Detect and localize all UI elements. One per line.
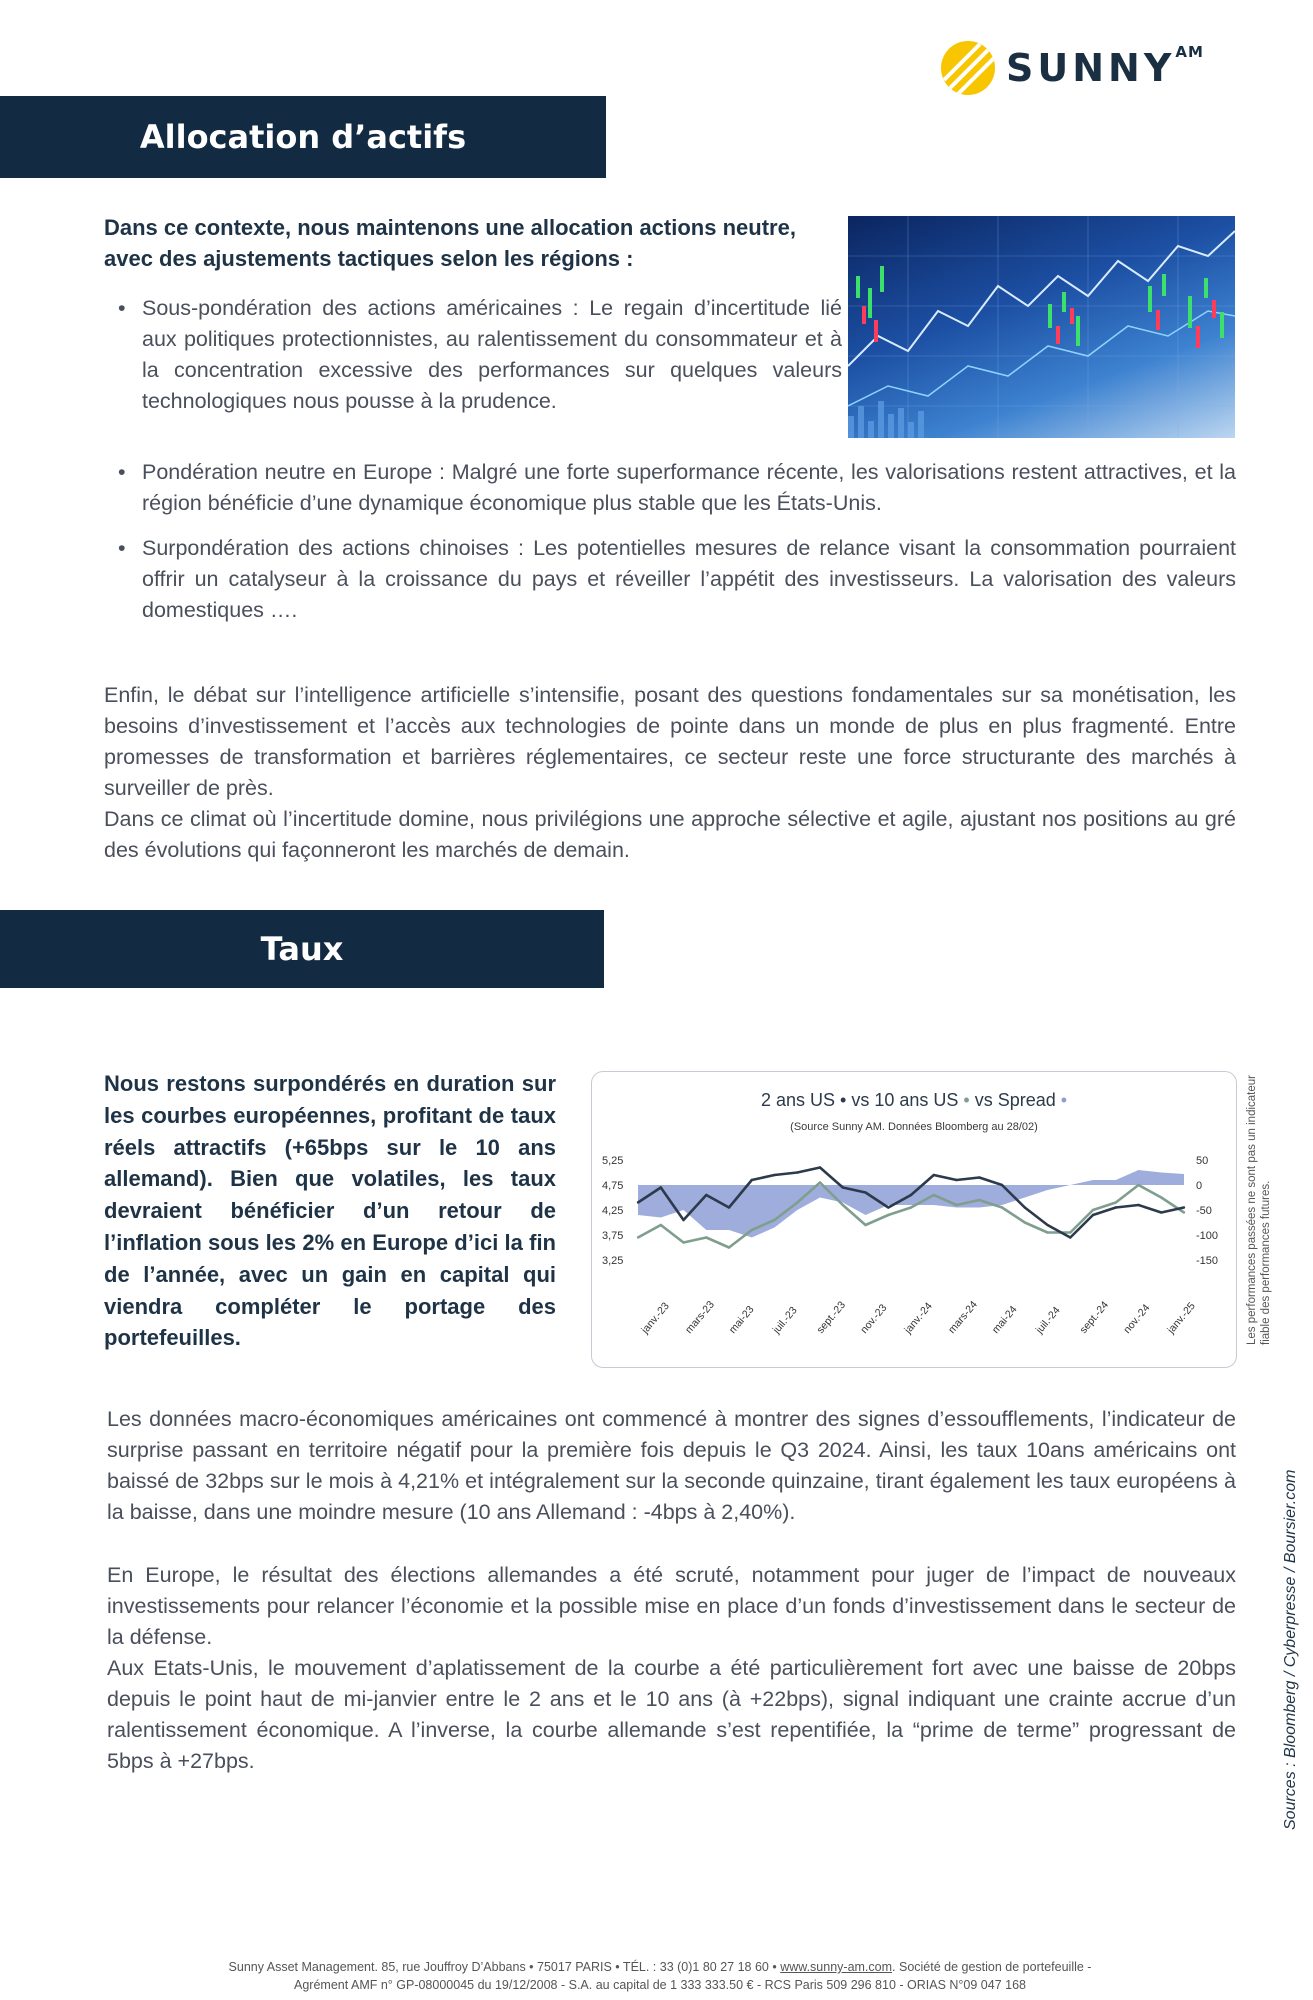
series-10y-point [910, 1206, 912, 1208]
footer-line2: Agrément AMF n° GP-08000045 du 19/12/2008 - S.A. au capital de 1 333 333.50 € - RCS Paris 509 296 810 - ORIAS N°09 047 168 [294, 1978, 1026, 1992]
footer-legal [140, 1958, 1180, 1994]
right-axis-tick-label: 0 [1196, 1180, 1203, 1192]
series-10y-point [819, 1181, 821, 1183]
series-10y-point [978, 1199, 980, 1201]
allocation-bullet-list [104, 293, 1236, 431]
series-2y-point [955, 1179, 957, 1181]
series-10y-point [887, 1214, 889, 1216]
series-2y-point [1183, 1206, 1185, 1208]
left-axis-tick-label: 3,75 [602, 1230, 624, 1242]
allocation-section-title: Allocation d’actifs [139, 118, 467, 156]
series-2y-point [842, 1186, 844, 1188]
series-10y-point [1024, 1221, 1026, 1223]
series-2y-point [910, 1194, 912, 1196]
chart-title-part-spread: vs Spread [969, 1090, 1056, 1110]
taux-section-banner [0, 910, 604, 988]
series-10y-point [1046, 1231, 1048, 1233]
x-axis-tick-label: sept.-24 [1077, 1299, 1112, 1336]
series-10y-point [864, 1224, 866, 1226]
chart-subtitle: (Source Sunny AM. Données Bloomberg au 28/02) [790, 1121, 1038, 1133]
series-2y-point [751, 1179, 753, 1181]
allocation-paragraph-conclusion: Dans ce climat où l’incertitude domine, nous privilégions une approche sélective et agile, ajustant nos positions au gré des évolutions qui façonneront les marchés de demain. [104, 807, 1236, 862]
bullet-china-equities: • Surpondération des actions chinoises : Les potentielles mesures de relance visant la consommation pourraient offrir un catalyseur à la croissance du pays et réveiller l’appétit des investisseurs. La valorisation des valeurs domestiques …. [104, 533, 1236, 626]
right-axis-tick-label: -50 [1196, 1205, 1212, 1217]
series-10y-point [1183, 1211, 1185, 1213]
right-axis-tick-label: 50 [1196, 1155, 1209, 1167]
taux-paragraph-us-macro: Les données macro-économiques américaines ont commencé à montrer des signes d’essoufflements, l’indicateur de surprise passant en territoire négatif pour la première fois depuis le Q3 2024. Ainsi, les taux 10ans américains ont baissé de 32bps sur le mois à 4,21% et intégralement sur la seconde quinzaine, tirant également les taux européens à la baisse, dans une moindre mesure (10 ans Allemand : -4bps à 2,40%). [107, 1407, 1236, 1524]
series-10y-point [1001, 1206, 1003, 1208]
series-10y-point [728, 1246, 730, 1248]
x-axis-tick-label: juil.-24 [1033, 1304, 1063, 1336]
legend-dot-10y: • [958, 1090, 970, 1110]
series-2y-point [1046, 1224, 1048, 1226]
sun-logo-icon [940, 40, 996, 96]
series-10y-point [773, 1219, 775, 1221]
x-axis-tick-label: janv.-25 [1165, 1300, 1198, 1336]
series-2y-point [796, 1171, 798, 1173]
series-2y-point [1024, 1206, 1026, 1208]
footer-line1-a: Sunny Asset Management. 85, rue Jouffroy D’Abbans • 75017 PARIS • TÉL. : 33 (0)1 80 27 18 60 • [228, 1960, 781, 1974]
series-2y-point [1069, 1236, 1071, 1238]
chart-title-part-10y: vs 10 ans US [846, 1090, 959, 1110]
series-2y-point [705, 1194, 707, 1196]
right-axis-tick-label: -150 [1196, 1255, 1219, 1267]
series-10y-point [682, 1241, 684, 1243]
allocation-paragraph-ai: Enfin, le débat sur l’intelligence artificielle s’intensifie, posant des questions fondamentales sur sa monétisation, les besoins d’investissement et l’accès aux technologies de pointe dans un monde de plus en plus fragmenté. Entre promesses de transformation et barrières réglementaires, ce secteur reste une force structurante des marchés à surveiller de près. [104, 683, 1236, 800]
left-axis-tick-label: 5,25 [602, 1155, 624, 1167]
series-2y-point [637, 1201, 639, 1203]
footer-website-link[interactable]: www.sunny-am.com [780, 1960, 893, 1974]
series-2y-point [1160, 1211, 1162, 1213]
series-2y-point [1092, 1214, 1094, 1216]
allocation-bullet-list-continued [104, 457, 1236, 640]
series-10y-point [1137, 1184, 1139, 1186]
brand-name: SUNNY [1006, 46, 1176, 90]
series-10y-point [1115, 1201, 1117, 1203]
x-axis-tick-label: janv.-24 [902, 1300, 935, 1336]
series-10y-point [1069, 1231, 1071, 1233]
taux-paragraph-europe: En Europe, le résultat des élections allemandes a été scruté, notamment pour juger de l’impact de nouveaux investissements pour relancer l’économie et la possible mise en place d’un fonds d’investissement dans le secteur de la défense. [107, 1563, 1236, 1649]
x-axis-tick-label: janv.-23 [639, 1300, 672, 1336]
series-2y-point [660, 1186, 662, 1188]
series-10y-point [842, 1204, 844, 1206]
sunny-am-logo [940, 38, 1230, 98]
legend-dot-spread: • [1055, 1090, 1068, 1110]
chart-title-part-2y: 2 ans US [760, 1090, 835, 1110]
x-axis-tick-label: nov.-24 [1121, 1301, 1153, 1336]
allocation-intro: Dans ce contexte, nous maintenons une allocation actions neutre, avec des ajustements tactiques selon les régions : [104, 215, 796, 271]
series-10y-point [955, 1204, 957, 1206]
chart-title [761, 1090, 1067, 1110]
left-axis-tick-label: 3,25 [602, 1255, 624, 1267]
series-2y-point [978, 1176, 980, 1178]
series-10y-point [637, 1236, 639, 1238]
x-axis-tick-label: mai-24 [989, 1303, 1020, 1336]
series-2y-point [1001, 1184, 1003, 1186]
series-2y-point [773, 1174, 775, 1176]
series-2y-point [682, 1219, 684, 1221]
brand-suffix: AM [1175, 43, 1204, 61]
x-axis-tick-label: nov.-23 [858, 1301, 890, 1336]
rates-chart-svg [592, 1072, 1236, 1367]
series-10y-point [1092, 1209, 1094, 1211]
bullet-europe-equities: • Pondération neutre en Europe : Malgré une forte superformance récente, les valorisations restent attractives, et la région bénéficie d’une dynamique économique plus stable que les États-Unis. [104, 457, 1236, 519]
left-axis-tick-label: 4,75 [602, 1180, 624, 1192]
allocation-section-banner [0, 96, 606, 178]
rates-chart [591, 1071, 1237, 1368]
x-axis-tick-label: juil.-23 [770, 1304, 800, 1336]
series-10y-point [705, 1236, 707, 1238]
legend-dot-2y: • [835, 1090, 847, 1110]
x-axis-tick-label: mai-23 [726, 1303, 757, 1336]
series-10y-point [933, 1194, 935, 1196]
series-2y-point [933, 1174, 935, 1176]
left-axis-tick-label: 4,25 [602, 1205, 624, 1217]
sources-note: Sources : Bloomberg / Cyberpresse / Boursier.com [1282, 1469, 1299, 1830]
series-2y-point [1115, 1206, 1117, 1208]
series-10y-point [1160, 1196, 1162, 1198]
x-axis-tick-label: sept.-23 [814, 1299, 849, 1336]
footer-line1-b: . Société de gestion de portefeuille - [892, 1960, 1092, 1974]
x-axis-tick-label: mars-24 [945, 1298, 980, 1336]
series-2y-point [864, 1191, 866, 1193]
series-10y-point [796, 1201, 798, 1203]
series-2y-point [819, 1166, 821, 1168]
performance-disclaimer: Les performances passées ne sont pas un indicateur fiable des performances futures. [1246, 1075, 1272, 1345]
taux-section-title: Taux [260, 930, 344, 968]
x-axis-tick-label: mars-23 [682, 1298, 717, 1336]
series-2y-point [1137, 1204, 1139, 1206]
series-2y-point [728, 1206, 730, 1208]
taux-paragraph-us-curve: Aux Etats-Unis, le mouvement d’aplatissement de la courbe a été particulièrement fort avec une baisse de 20bps depuis le point haut de mi-janvier entre le 2 ans et le 10 ans (à +22bps), signal indiquant une crainte accrue d’un ralentissement économique. A l’inverse, la courbe allemande s’est repentifiée, la “prime de terme” progressant de 5bps à +27bps. [107, 1656, 1236, 1773]
taux-lead-paragraph: Nous restons surpondérés en duration sur les courbes européennes, profitant de taux réels attractifs (+65bps sur le 10 ans allemand). Bien que volatiles, les taux devraient bénéficier d’un retour de l’inflation sous les 2% en Europe d’ici la fin de l’année, avec un gain en capital qui viendra compléter le portage des portefeuilles. [104, 1071, 556, 1351]
right-axis-tick-label: -100 [1196, 1230, 1219, 1242]
bullet-us-equities: • Sous-pondération des actions américaines : Le regain d’incertitude lié aux politiques protectionnistes, au ralentissement du consommateur et à la concentration excessive des performances sur quelques valeurs technologiques nous pousse à la prudence. [104, 293, 842, 417]
series-10y-point [660, 1224, 662, 1226]
series-2y-point [887, 1206, 889, 1208]
series-10y-point [751, 1229, 753, 1231]
